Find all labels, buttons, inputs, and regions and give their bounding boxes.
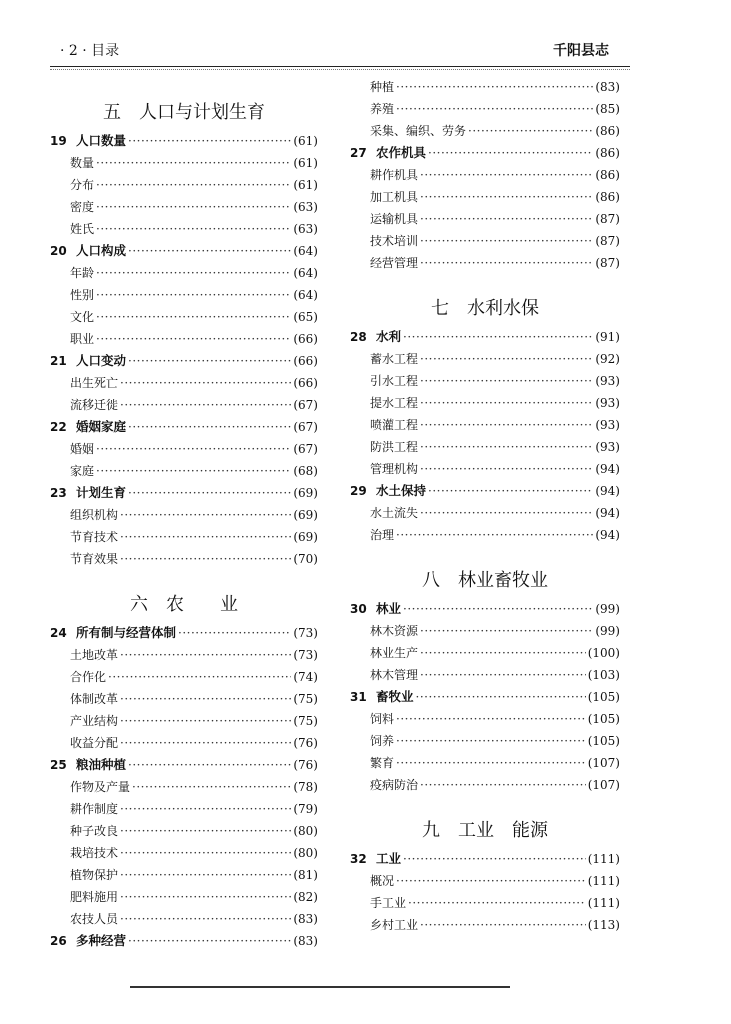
entry-label: 耕作制度 [70,802,119,816]
page-number: (67) [293,398,318,412]
entry-label: 合作化 [70,670,107,684]
page-number: (94) [595,528,620,542]
page-number: (107) [587,756,620,770]
dot-leader [120,504,291,526]
entry-label: 饲料 [370,712,395,726]
dot-leader [96,438,291,460]
page-number: (83) [595,80,620,94]
toc-chapter-entry[interactable] [50,130,318,152]
dot-leader [120,732,291,754]
dot-leader [128,240,291,262]
dot-leader [120,710,291,732]
page-number: (82) [293,890,318,904]
entry-label: 治理 [370,528,395,542]
dot-leader [420,458,593,480]
chapter-number: 21 [50,354,67,368]
entry-label: 蓄水工程 [370,352,419,366]
dot-leader [420,642,586,664]
section-gap [350,546,620,564]
dot-leader [120,644,291,666]
toc-sub-entry[interactable] [50,820,318,842]
dot-leader [420,620,593,642]
page-number: (75) [293,692,318,706]
entry-label: 防洪工程 [370,440,419,454]
dot-leader [96,174,291,196]
page-number: (86) [595,124,620,138]
toc-sub-entry[interactable] [350,348,620,370]
dot-leader [420,414,593,436]
entry-label: 婚姻家庭 [76,419,127,434]
entry-label: 林业生产 [370,646,419,660]
toc-sub-entry[interactable] [350,392,620,414]
toc-sub-entry[interactable] [50,152,318,174]
page-number: (83) [293,912,318,926]
chapter-number: 28 [350,330,367,344]
toc-sub-entry[interactable] [50,710,318,732]
toc-chapter-entry[interactable] [50,754,318,776]
page-number: (68) [293,464,318,478]
entry-label: 农作机具 [376,145,427,160]
section-title: 五 人口与计划生育 [103,102,265,123]
toc-sub-entry[interactable] [350,76,620,98]
entry-label: 管理机构 [370,462,419,476]
page-number: (81) [293,868,318,882]
entry-label: 栽培技术 [70,846,119,860]
toc-sub-entry[interactable] [350,620,620,642]
chapter-number: 31 [350,690,367,704]
section-title: 六 农 业 [130,594,238,615]
dot-leader [420,208,593,230]
toc-chapter-entry[interactable] [50,482,318,504]
dot-leader [396,870,586,892]
dot-leader [396,730,586,752]
dot-leader [96,306,291,328]
entry-label: 繁育 [370,756,395,770]
entry-label: 林木管理 [370,668,419,682]
entry-label: 出生死亡 [70,376,119,390]
page-number: (93) [595,440,620,454]
toc-sub-entry[interactable] [350,730,620,752]
toc-sub-entry[interactable] [350,252,620,274]
page-number: (79) [293,802,318,816]
page-number: (93) [595,396,620,410]
entry-label: 农技人员 [70,912,119,926]
entry-label: 水利 [376,329,402,344]
chapter-number: 22 [50,420,67,434]
toc-sub-entry[interactable] [50,174,318,196]
entry-label: 技术培训 [370,234,419,248]
dot-leader [120,820,291,842]
toc-sub-entry[interactable] [350,414,620,436]
entry-label: 肥料施用 [70,890,119,904]
page-number: (99) [595,602,620,616]
dot-leader [96,328,291,350]
entry-label: 节育效果 [70,552,119,566]
dot-leader [396,98,593,120]
section-title: 九 工业 能源 [422,820,548,841]
entry-label: 运输机具 [370,212,419,226]
page-number: (94) [595,484,620,498]
entry-label: 加工机具 [370,190,419,204]
entry-label: 耕作机具 [370,168,419,182]
footer-rule [130,986,510,988]
dot-leader [132,776,291,798]
entry-label: 分布 [70,178,95,192]
dot-leader [396,76,593,98]
page-number: (105) [587,712,620,726]
toc-sub-entry[interactable] [350,642,620,664]
dot-leader [420,186,593,208]
entry-label: 土地改革 [70,648,119,662]
toc-sub-entry[interactable] [50,864,318,886]
dot-leader [396,524,593,546]
toc-sub-entry[interactable] [50,196,318,218]
toc-sub-entry[interactable] [50,798,318,820]
dot-leader [120,842,291,864]
dot-leader [468,120,593,142]
toc-sub-entry[interactable] [350,208,620,230]
entry-label: 采集、编织、劳务 [370,124,467,138]
dot-leader [420,164,593,186]
entry-label: 作物及产量 [70,780,131,794]
dot-leader [96,218,291,240]
dot-leader [420,502,593,524]
toc-right-column [350,76,620,936]
entry-label: 饲养 [370,734,395,748]
toc-chapter-entry[interactable] [350,326,620,348]
page-number: (63) [293,200,318,214]
dot-leader [120,372,291,394]
dot-leader [120,798,291,820]
entry-label: 节育技术 [70,530,119,544]
toc-sub-entry[interactable] [350,502,620,524]
page-number: (66) [293,354,318,368]
toc-sub-entry[interactable] [50,460,318,482]
chapter-number: 30 [350,602,367,616]
page-number: (67) [293,420,318,434]
page-number: (87) [595,212,620,226]
entry-label: 性别 [70,288,95,302]
toc-sub-entry[interactable] [50,666,318,688]
running-header-left: · 2 · 目录 [60,43,120,59]
toc-sub-entry[interactable] [50,438,318,460]
page-number: (105) [587,690,620,704]
toc-sub-entry[interactable] [350,120,620,142]
entry-label: 组织机构 [70,508,119,522]
entry-label: 水土保持 [376,483,427,498]
entry-label: 疫病防治 [370,778,419,792]
toc-sub-entry[interactable] [350,914,620,936]
dot-leader [178,622,291,644]
chapter-number: 20 [50,244,67,258]
dot-leader [420,914,586,936]
entry-label: 姓氏 [70,222,95,236]
toc-sub-entry[interactable] [350,98,620,120]
toc-sub-entry[interactable] [350,664,620,686]
page-number: (73) [293,626,318,640]
section-gap [350,274,620,292]
page-number: (80) [293,824,318,838]
entry-label: 收益分配 [70,736,119,750]
entry-label: 植物保护 [70,868,119,882]
page-number: (92) [595,352,620,366]
page-number: (86) [595,168,620,182]
toc-sub-entry[interactable] [50,688,318,710]
header-rule-dotted [50,69,630,70]
page-number: (113) [587,918,620,932]
dot-leader [96,284,291,306]
dot-leader [420,230,593,252]
entry-label: 粮油种植 [76,757,127,772]
section-title: 八 林业畜牧业 [422,570,548,591]
entry-label: 年龄 [70,266,95,280]
dot-leader [428,142,593,164]
chapter-number: 32 [350,852,367,866]
dot-leader [396,752,586,774]
entry-label: 人口数量 [76,133,127,148]
entry-label: 人口变动 [76,353,127,368]
toc-left-column [50,96,318,952]
page-number: (66) [293,376,318,390]
entry-label: 林木资源 [370,624,419,638]
toc-sub-entry[interactable] [50,548,318,570]
page-number: (93) [595,374,620,388]
entry-label: 多种经营 [76,933,127,948]
toc-sub-entry[interactable] [50,504,318,526]
toc-sub-entry[interactable] [50,842,318,864]
page-number: (64) [293,244,318,258]
dot-leader [396,708,586,730]
page-number: (94) [595,462,620,476]
toc-sub-entry[interactable] [50,644,318,666]
dot-leader [420,774,586,796]
toc-sub-entry[interactable] [50,262,318,284]
dot-leader [120,908,291,930]
page-number: (105) [587,734,620,748]
toc-sub-entry[interactable] [350,230,620,252]
page-number: (99) [595,624,620,638]
dot-leader [96,262,291,284]
page-number: (73) [293,648,318,662]
entry-label: 家庭 [70,464,95,478]
dot-leader [120,886,291,908]
dot-leader [420,348,593,370]
dot-leader [128,416,291,438]
section-title: 七 水利水保 [431,298,539,319]
dot-leader [408,892,586,914]
dot-leader [120,548,291,570]
entry-label: 职业 [70,332,95,346]
entry-label: 引水工程 [370,374,419,388]
section-gap [50,570,318,588]
page-number: (93) [595,418,620,432]
toc-sub-entry[interactable] [50,732,318,754]
page-number: (69) [293,508,318,522]
toc-sub-entry[interactable] [50,526,318,548]
toc-chapter-entry[interactable] [350,480,620,502]
dot-leader [420,370,593,392]
entry-label: 工业 [376,851,402,866]
page-number: (65) [293,310,318,324]
toc-sub-entry[interactable] [350,524,620,546]
page-number: (74) [293,670,318,684]
toc-sub-entry[interactable] [50,886,318,908]
page-number: (66) [293,332,318,346]
toc-chapter-entry[interactable] [50,416,318,438]
toc-sub-entry[interactable] [350,870,620,892]
page-number: (85) [595,102,620,116]
page-number: (63) [293,222,318,236]
entry-label: 数量 [70,156,95,170]
toc-chapter-entry[interactable] [350,848,620,870]
chapter-number: 26 [50,934,67,948]
toc-sub-entry[interactable] [50,394,318,416]
toc-chapter-entry[interactable] [50,622,318,644]
dot-leader [403,598,593,620]
entry-label: 概况 [370,874,395,888]
toc-chapter-entry[interactable] [350,142,620,164]
dot-leader [96,460,291,482]
running-header-right: 千阳县志 [553,43,609,59]
section-gap [350,796,620,814]
dot-leader [96,152,291,174]
dot-leader [420,252,593,274]
toc-sub-entry[interactable] [350,458,620,480]
entry-label: 提水工程 [370,396,419,410]
toc-sub-entry[interactable] [350,186,620,208]
entry-label: 密度 [70,200,95,214]
page-number: (87) [595,256,620,270]
header-rule [50,66,630,67]
dot-leader [128,930,291,952]
toc-sub-entry[interactable] [350,774,620,796]
entry-label: 畜牧业 [376,689,414,704]
entry-label: 经营管理 [370,256,419,270]
dot-leader [403,326,593,348]
dot-leader [120,688,291,710]
entry-label: 所有制与经营体制 [76,625,177,640]
dot-leader [420,664,586,686]
dot-leader [120,526,291,548]
page-number: (91) [595,330,620,344]
entry-label: 喷灌工程 [370,418,419,432]
page-number: (78) [293,780,318,794]
dot-leader [128,482,291,504]
dot-leader [420,392,593,414]
chapter-number: 29 [350,484,367,498]
entry-label: 体制改革 [70,692,119,706]
entry-label: 乡村工业 [370,918,419,932]
chapter-number: 25 [50,758,67,772]
toc-chapter-entry[interactable] [50,350,318,372]
page-number: (111) [587,874,620,888]
entry-label: 计划生育 [76,485,127,500]
entry-label: 种子改良 [70,824,119,838]
toc-chapter-entry[interactable] [50,930,318,952]
toc-sub-entry[interactable] [350,892,620,914]
entry-label: 流移迁徙 [70,398,119,412]
entry-label: 林业 [376,601,402,616]
page-number: (61) [293,156,318,170]
chapter-number: 19 [50,134,67,148]
entry-label: 婚姻 [70,442,95,456]
page-number: (86) [595,190,620,204]
entry-label: 养殖 [370,102,395,116]
entry-label: 种植 [370,80,395,94]
page-number: (76) [293,758,318,772]
dot-leader [428,480,593,502]
dot-leader [128,754,291,776]
page-number: (64) [293,266,318,280]
toc-sub-entry[interactable] [50,328,318,350]
toc-sub-entry[interactable] [350,752,620,774]
toc-sub-entry[interactable] [350,164,620,186]
page-number: (87) [595,234,620,248]
toc-sub-entry[interactable] [50,218,318,240]
toc-chapter-entry[interactable] [50,240,318,262]
page-number: (69) [293,530,318,544]
toc-sub-entry[interactable] [50,284,318,306]
dot-leader [128,130,291,152]
entry-label: 人口构成 [76,243,127,258]
chapter-number: 24 [50,626,67,640]
entry-label: 文化 [70,310,95,324]
toc-sub-entry[interactable] [350,370,620,392]
toc-sub-entry[interactable] [50,908,318,930]
page-number: (64) [293,288,318,302]
dot-leader [403,848,586,870]
page-number: (76) [293,736,318,750]
page-number: (86) [595,146,620,160]
toc-chapter-entry[interactable] [350,686,620,708]
dot-leader [128,350,291,372]
toc-sub-entry[interactable] [350,436,620,458]
page-number: (67) [293,442,318,456]
page-number: (80) [293,846,318,860]
dot-leader [416,686,586,708]
page-number: (75) [293,714,318,728]
dot-leader [120,864,291,886]
page-number: (61) [293,134,318,148]
toc-chapter-entry[interactable] [350,598,620,620]
page-number: (69) [293,486,318,500]
toc-sub-entry[interactable] [50,306,318,328]
entry-label: 手工业 [370,896,407,910]
entry-label: 水土流失 [370,506,419,520]
page-number: (107) [587,778,620,792]
page-number: (70) [293,552,318,566]
toc-sub-entry[interactable] [50,372,318,394]
page-number: (61) [293,178,318,192]
dot-leader [420,436,593,458]
chapter-number: 23 [50,486,67,500]
page-number: (111) [587,852,620,866]
page-number: (111) [587,896,620,910]
page-number: (100) [587,646,620,660]
entry-label: 产业结构 [70,714,119,728]
toc-sub-entry[interactable] [50,776,318,798]
dot-leader [108,666,291,688]
page-number: (103) [587,668,620,682]
page-number: (83) [293,934,318,948]
dot-leader [96,196,291,218]
chapter-number: 27 [350,146,367,160]
toc-sub-entry[interactable] [350,708,620,730]
page-number: (94) [595,506,620,520]
dot-leader [120,394,291,416]
